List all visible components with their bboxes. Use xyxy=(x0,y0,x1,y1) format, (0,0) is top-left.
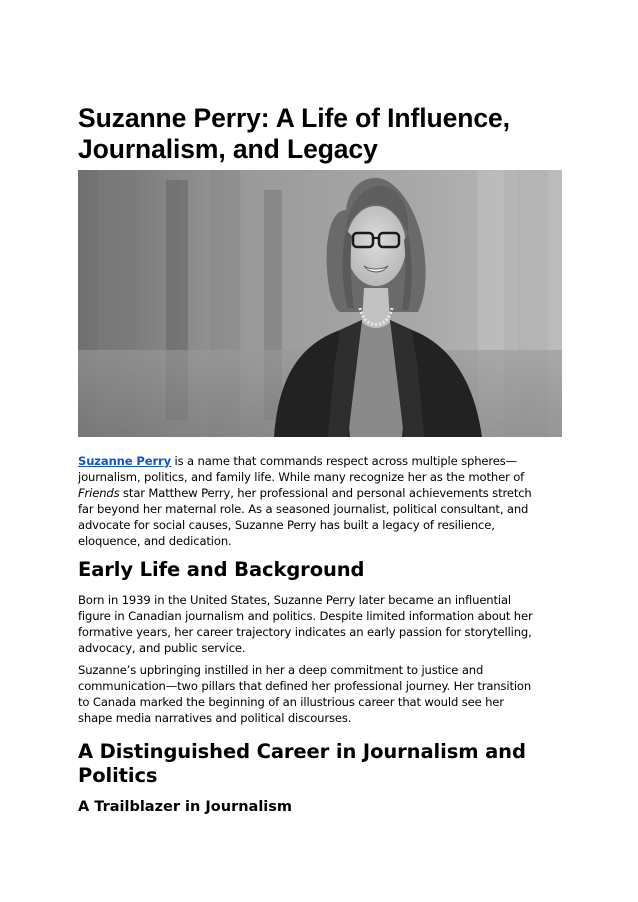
intro-line: advocate for social causes, Suzanne Perry has built a legacy of resilience, xyxy=(78,518,495,532)
intro-line: journalism, politics, and family life. While many recognize her as the mother of xyxy=(78,470,525,484)
paragraph-line: formative years, her career trajectory indicates an early passion for storytelling, xyxy=(78,625,532,639)
paragraph-line: Born in 1939 in the United States, Suzanne Perry later became an influential xyxy=(78,593,512,607)
paragraph-line: to Canada marked the beginning of an illustrious career that would see her xyxy=(78,695,504,709)
intro-line xyxy=(78,485,562,501)
intro-line: eloquence, and dedication. xyxy=(78,534,232,548)
portrait-photo-icon xyxy=(78,170,562,437)
intro-line-text: is a name that commands respect across multiple spheres— xyxy=(171,454,518,468)
section-heading-career xyxy=(78,740,562,788)
paragraph-line: shape media narratives and political discourses. xyxy=(78,711,352,725)
portrait-photo xyxy=(78,170,562,437)
intro-line xyxy=(78,453,562,469)
title-line: Suzanne Perry: A Life of Influence, xyxy=(78,103,510,133)
early-life-paragraph-1 xyxy=(78,592,562,656)
suzanne-perry-link[interactable]: Suzanne Perry xyxy=(78,454,171,468)
intro-line-text: star Matthew Perry, her professional and personal achievements stretch xyxy=(119,486,532,500)
intro-paragraph xyxy=(78,453,562,549)
article-title xyxy=(78,103,562,165)
subheading-trailblazer: A Trailblazer in Journalism xyxy=(78,799,293,815)
paragraph-line: communication—two pillars that defined her professional journey. Her transition xyxy=(78,679,532,693)
paragraph-line: advocacy, and public service. xyxy=(78,641,246,655)
heading-line: Politics xyxy=(78,764,158,787)
heading-line: A Distinguished Career in Journalism and xyxy=(78,740,526,763)
paragraph-line: figure in Canadian journalism and politics. Despite limited information about her xyxy=(78,609,533,623)
title-line: Journalism, and Legacy xyxy=(78,134,378,164)
section-heading-early-life xyxy=(78,558,562,582)
friends-italic: Friends xyxy=(78,486,120,500)
heading-text: Early Life and Background xyxy=(78,558,365,581)
early-life-paragraph-2 xyxy=(78,662,562,726)
paragraph-line: Suzanne’s upbringing instilled in her a deep commitment to justice and xyxy=(78,663,484,677)
intro-line: far beyond her maternal role. As a seasoned journalist, political consultant, and xyxy=(78,502,529,516)
